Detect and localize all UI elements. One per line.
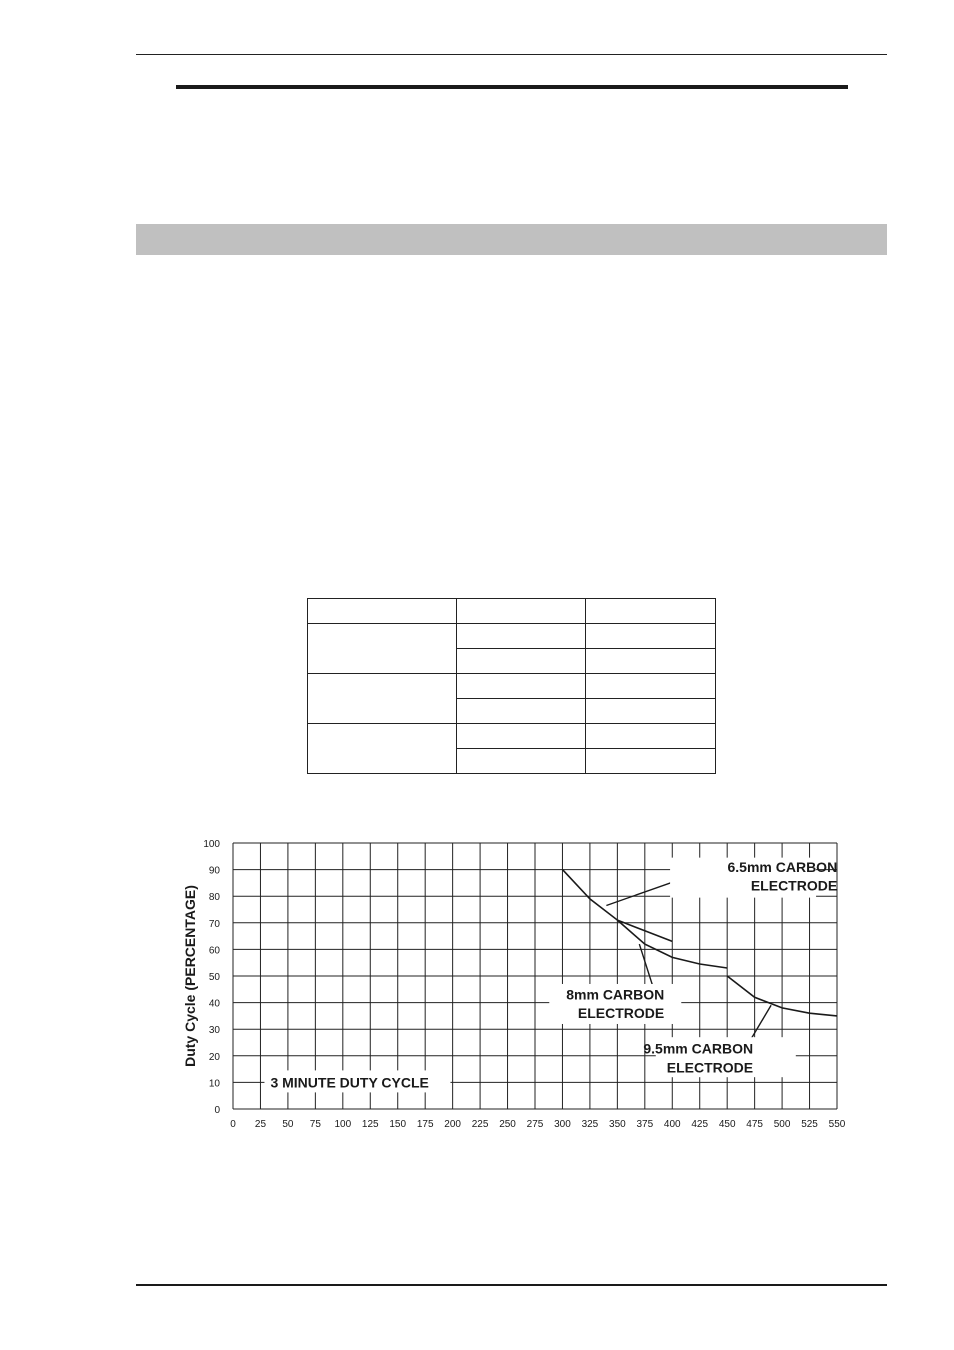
y-tick-label: 10 xyxy=(208,1078,220,1090)
y-tick-label: 70 xyxy=(208,918,220,930)
x-tick-label: 225 xyxy=(471,1119,489,1130)
callout-leader-2 xyxy=(639,944,652,985)
y-tick-label: 40 xyxy=(208,998,220,1010)
x-tick-label: 125 xyxy=(361,1119,379,1130)
x-tick-label: 150 xyxy=(389,1119,407,1130)
table-cell xyxy=(457,674,586,699)
table-cell xyxy=(308,624,457,674)
table-cell xyxy=(457,724,586,749)
y-tick-label: 100 xyxy=(203,839,220,850)
table-cell xyxy=(308,599,457,624)
y-tick-label: 30 xyxy=(208,1025,220,1037)
series-label-2: 8mm CARBON xyxy=(566,986,665,1003)
x-tick-label: 250 xyxy=(499,1119,516,1130)
x-tick-label: 175 xyxy=(416,1119,434,1130)
duty-cycle-chart xyxy=(170,830,860,1140)
table-cell xyxy=(457,649,586,674)
x-tick-label: 500 xyxy=(773,1119,791,1130)
series-label-1: ELECTRODE xyxy=(750,877,838,894)
x-tick-label: 200 xyxy=(444,1119,461,1130)
x-tick-label: 475 xyxy=(746,1119,763,1130)
spec-table xyxy=(307,598,716,774)
table-cell xyxy=(457,749,586,774)
header-rule xyxy=(136,54,887,55)
x-tick-label: 350 xyxy=(609,1119,626,1130)
y-tick-label: 80 xyxy=(208,892,220,904)
x-tick-label: 0 xyxy=(230,1119,236,1130)
y-tick-label: 0 xyxy=(214,1105,220,1116)
x-tick-label: 50 xyxy=(282,1119,294,1130)
y-tick-label: 20 xyxy=(208,1051,220,1063)
table-cell xyxy=(457,599,586,624)
table-cell xyxy=(586,649,716,674)
x-tick-label: 375 xyxy=(636,1119,654,1130)
series-label-3: 9.5mm CARBON xyxy=(643,1040,754,1057)
series-label-1: 6.5mm CARBON xyxy=(727,858,838,875)
x-tick-label: 75 xyxy=(309,1119,321,1130)
chart-annotation: 3 MINUTE DUTY CYCLE xyxy=(270,1074,429,1091)
table-cell xyxy=(457,624,586,649)
table-cell xyxy=(586,624,716,649)
x-tick-label: 450 xyxy=(718,1119,736,1130)
table-cell xyxy=(457,699,586,724)
x-tick-label: 550 xyxy=(828,1119,846,1130)
table-cell xyxy=(586,699,716,724)
table-row xyxy=(308,624,716,649)
x-tick-label: 425 xyxy=(691,1119,709,1130)
series-label-2: ELECTRODE xyxy=(577,1005,665,1022)
y-tick-label: 60 xyxy=(208,945,220,957)
table-cell xyxy=(586,724,716,749)
series-label-3: ELECTRODE xyxy=(666,1059,754,1076)
y-tick-label: 50 xyxy=(208,972,220,983)
x-tick-label: 400 xyxy=(663,1119,681,1130)
table-cell xyxy=(586,599,716,624)
y-axis-label: Duty Cycle (PERCENTAGE) xyxy=(182,885,198,1067)
y-tick-label: 90 xyxy=(208,865,220,877)
section-heading-band xyxy=(136,224,887,255)
table-cell xyxy=(586,674,716,699)
table-row xyxy=(308,599,716,624)
x-tick-label: 25 xyxy=(254,1119,267,1130)
chart-svg xyxy=(170,830,860,1140)
table-row xyxy=(308,724,716,749)
title-rule xyxy=(176,85,848,89)
x-tick-label: 525 xyxy=(801,1119,818,1130)
x-tick-label: 275 xyxy=(526,1119,544,1130)
x-tick-label: 325 xyxy=(581,1119,599,1130)
x-tick-label: 300 xyxy=(554,1119,571,1130)
table-cell xyxy=(308,724,457,774)
table-row xyxy=(308,674,716,699)
footer-rule xyxy=(136,1284,887,1286)
table-cell xyxy=(586,749,716,774)
table-cell xyxy=(308,674,457,724)
x-tick-label: 100 xyxy=(334,1119,352,1130)
